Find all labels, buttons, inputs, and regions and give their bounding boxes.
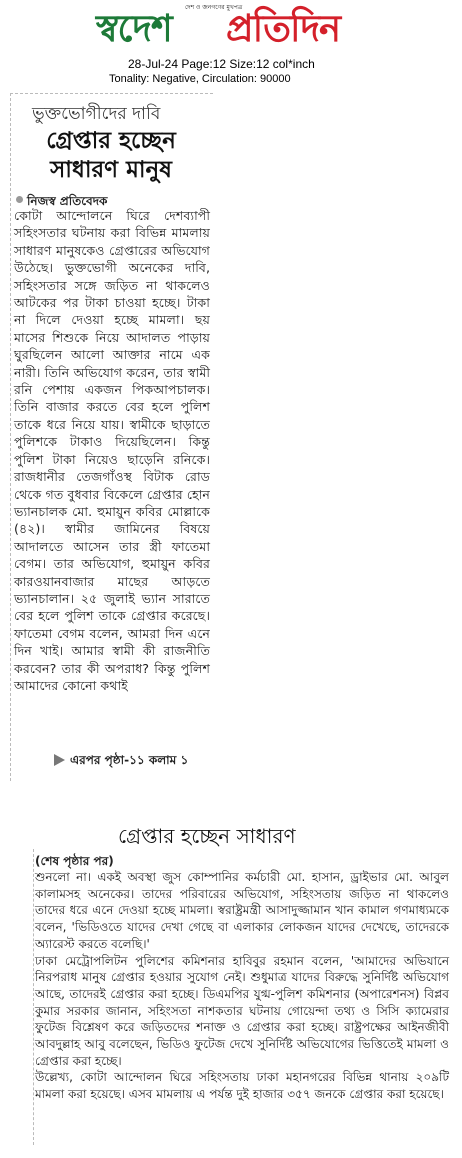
clipping-meta-date-page: 28-Jul-24 Page:12 Size:12 col*inch — [128, 57, 315, 71]
article1-headline-line2: সাধারণ মানুষ — [50, 157, 172, 183]
clipping-meta-tonality: Tonality: Negative, Circulation: 90000 — [109, 73, 291, 85]
article2-continued-label: (শেষ পৃষ্ঠার পর) — [35, 854, 114, 868]
article1-body-text: কোটা আন্দোলনে ঘিরে দেশব্যাপী সহিংসতার ঘটনায় করা বিভিন্ন মামলায় সাধারণ মানুষকেও গ্রেপ্তারের অভিযোগ উঠেছে। ভুক্তভোগী অনেকের দাবি, সহিংসতার সঙ্গে জড়িত না থাকলেও আটকের পর টাকা চাওয়া হচ্ছে। টাকা না দিলে দেওয়া হচ্ছে মামলা। ছয় মাসের শিশুকে নিয়ে আদালত পাড়ায় ঘুরছিলেন আলো আক্তার নামে এক নারী। তিনি অভিযোগ করেন, তার স্বামী রনি পেশায় একজন পিকআপচালক। তিনি বাজার করতে বের হলে পুলিশ তাকে ধরে নিয়ে যায়। স্বামীকে ছাড়াতে পুলিশকে টাকাও দিয়েছিলেন। কিন্তু পুলিশ টাকা নিয়েও ছাড়েনি রনিকে। রাজধানীর তেজগাঁওস্থ বিটাক রোড থেকে গত বুধবার বিকেলে গ্রেপ্তার হোন ভ্যানচালক মো. হুমায়ুন কবির মোল্লাকে (৪২)। স্বামীর জামিনের বিষয়ে আদালতে আসেন তার স্ত্রী ফাতেমা বেগম। তার অভিযোগ, হুমায়ুন কবির কারওয়ানবাজার মাছের আড়তে ভ্যানচালান। ২৫ জুলাই ভ্যান সারাতে বের হলে পুলিশ তাকে গ্রেপ্তার করেছে। ফাতেমা বেগম বলেন, আমরা দিন এনে দিন খাই। আমার স্বামী কী রাজনীতি করবেন? তার কী অপরাধ? কিন্তু পুলিশ আমাদের কোনো কথাই — [14, 208, 210, 693]
article2-body — [35, 869, 449, 1103]
article2-paragraph: উল্লেখ্য, কোটা আন্দোলন ঘিরে সহিংসতায় ঢাকা মহানগরের বিভিন্ন থানায় ২০৯টি মামলা করা হয়েছে। এসব মামলায় এ পর্যন্ত দুই হাজার ৩৫৭ জনকে গ্রেপ্তার করা হয়েছে। — [35, 1070, 449, 1102]
article2-paragraph: শুনলো না। একই অবস্থা জুস কোম্পানির কর্মচারী মো. হাসান, ড্রাইভার মো. আবুল কালামসহ অনেকের। তাদের পরিবারের অভিযোগ, সহিংসতায় জড়িত না থাকলেও তাদের ধরে এনে দেওয়া হচ্ছে মামলা। স্বরাষ্ট্রমন্ত্রী আসাদুজ্জামান খান কামাল গণমাধ্যমকে বলেন, 'ভিডিওতে যাদের দেখা গেছে বা এলাকার লোকজন যাদের দেখেছে, তাদেরকে অ্যারেস্ট করতে বলেছি।' — [35, 870, 449, 951]
article1-byline: নিজস্ব প্রতিবেদক — [27, 194, 108, 208]
logo-protidin: প্রতিদিন — [226, 7, 341, 50]
arrow-right-icon — [54, 754, 65, 766]
article1-kicker: ভুক্তভোগীদের দাবি — [32, 104, 161, 124]
logo-swadesh: স্বদেশ — [96, 7, 172, 50]
masthead-tagline: দেশ ও জনগণের মুখপত্র — [185, 4, 243, 11]
article1-body — [14, 207, 210, 694]
bullet-icon — [16, 196, 23, 203]
article1-headline — [0, 127, 222, 185]
article1-headline-line1: গ্রেপ্তার হচ্ছেন — [46, 128, 176, 154]
article1-jump-line: এরপর পৃষ্ঠা-১১ কলাম ১ — [70, 753, 189, 767]
article2-paragraph: ঢাকা মেট্রোপলিটন পুলিশের কমিশনার হাবিবুর রহমান বলেন, 'আমাদের অভিযানে নিরপরাধ মানুষ গ্রেপ্তার হওয়ার সুযোগ নেই। শুধুমাত্র যাদের বিরুদ্ধে সুনির্দিষ্ট অভিযোগ আছে, তাদেরই গ্রেপ্তার করা হচ্ছে। ডিএমপির যুগ্ম-পুলিশ কমিশনার (অপারেশনস) বিপ্লব কুমার সরকার জানান, সহিংসতা নাশকতার ঘটনায় গোয়েন্দা তথ্য ও সিসি ক্যামেরার ফুটেজ বিশ্লেষণ করে জড়িতদের শনাক্ত ও গ্রেপ্তার করা হচ্ছে। রাষ্ট্রপক্ষের আইনজীবী আবদুল্লাহ আবু বলেছেন, ভিডিও ফুটেজ দেখে সুনির্দিষ্ট অভিযোগের ভিত্তিতেই মামলা ও গ্রেপ্তার করা হচ্ছে। — [35, 953, 449, 1068]
article2-headline: গ্রেপ্তার হচ্ছেন সাধারণ — [118, 824, 296, 848]
